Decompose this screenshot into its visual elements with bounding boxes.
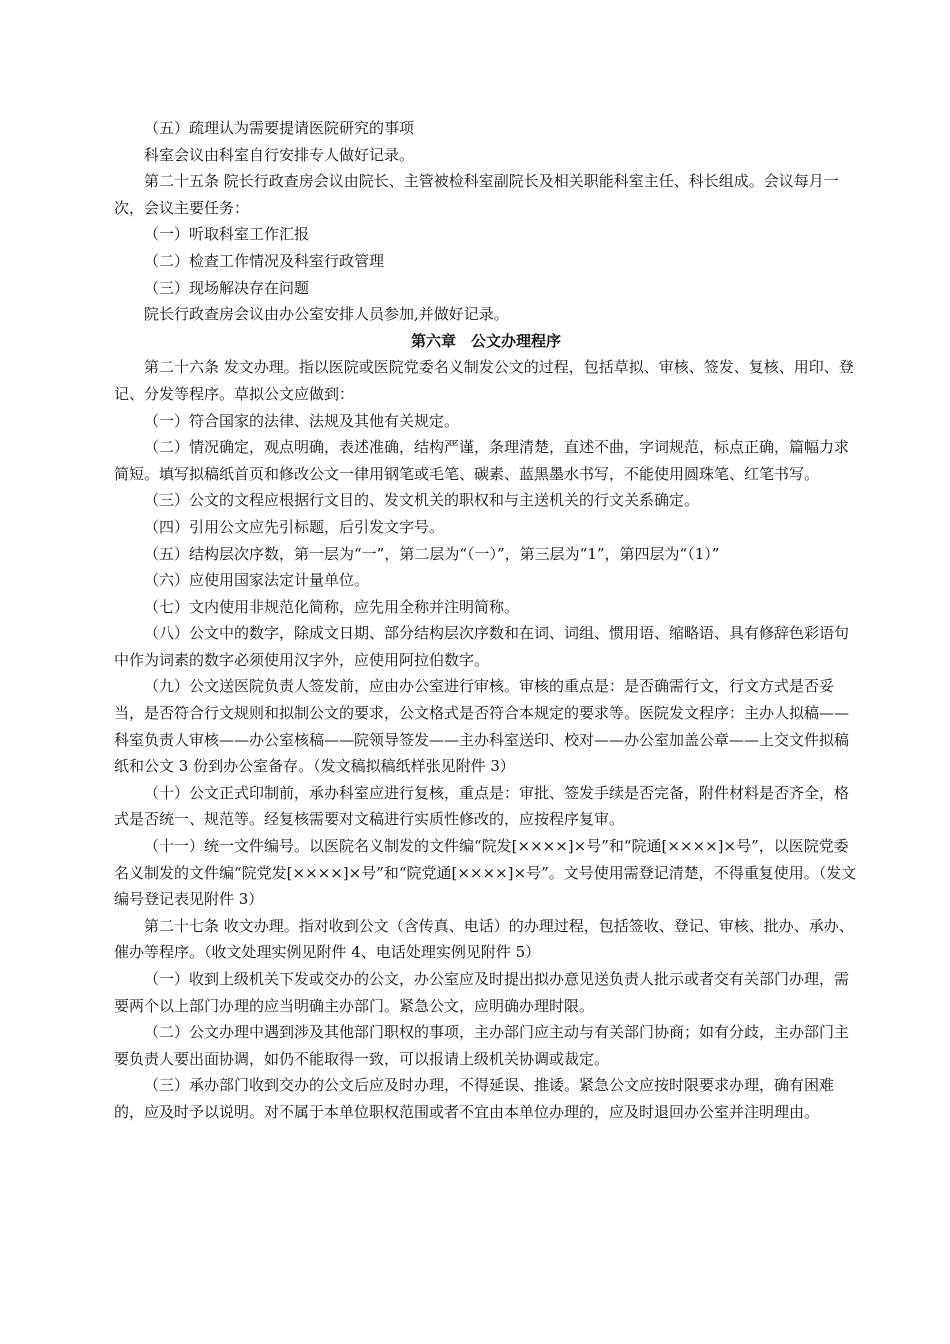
- article-27-paragraph: 第二十七条 收文办理。指对收到公文（含传真、电话）的办理过程，包括签收、登记、审核、批办、承办、催办等程序。（收文处理实例见附件 4、电话处理实例见附件 5）: [114, 916, 854, 962]
- paragraph: （十）公文正式印制前，承办科室应进行复核，重点是：审批、签发手续是否完备，附件材料是否齐全，格式是否统一、规范等。经复核需要对文稿进行实质性修改的，应按程序复审。: [114, 783, 850, 829]
- paragraph: （二）检查工作情况及科室行政管理: [144, 251, 385, 270]
- article-26-paragraph: 第二十六条 发文办理。指以医院或医院党委名义制发公文的过程，包括草拟、审核、签发、复核、用印、登记、分发等程序。草拟公文应做到：: [114, 358, 854, 403]
- paragraph: （三）现场解决存在问题: [144, 278, 310, 297]
- paragraph: （四）引用公文应先引标题，后引发文字号。: [144, 517, 445, 536]
- paragraph: （一）听取科室工作汇报: [144, 225, 310, 244]
- chapter-heading: 第六章 公文办理程序: [410, 331, 561, 350]
- paragraph: 院长行政查房会议由办公室安排人员参加,并做好记录。: [144, 305, 509, 324]
- paragraph: （三）承办部门收到交办的公文后应及时办理，不得延误、推诿。紧急公文应按时限要求办理，确有困难的，应及时予以说明。对不属于本单位职权范围或者不宜由本单位办理的，应及时退回办公室并注明理由。: [114, 1076, 835, 1121]
- paragraph: （六）应使用国家法定计量单位。: [144, 571, 370, 590]
- paragraph: （二）情况确定，观点明确，表述准确，结构严谨，条理清楚，直述不曲，字词规范，标点正确，篇幅力求简短。填写拟稿纸首页和修改公文一律用钢笔或毛笔、碳素、蓝黑墨水书写，不能使用圆珠笔、红笔书写。: [114, 438, 850, 483]
- paragraph: （五）疏理认为需要提请医院研究的事项: [144, 119, 415, 137]
- paragraph: （八）公文中的数字，除成文日期、部分结构层次序数和在词、词组、惯用语、缩略语、具有修辞色彩语句中作为词素的数字必须使用汉字外，应使用阿拉伯数字。: [114, 624, 850, 669]
- paragraph: （五）结构层次序数，第一层为“一”，第二层为“（一）”，第三层为“1”，第四层为“（1）”: [144, 544, 720, 563]
- article-25-paragraph: 第二十五条 院长行政查房会议由院长、主管被检科室副院长及相关职能科室主任、科长组成。会议每月一次，会议主要任务：: [114, 172, 839, 217]
- paragraph: 科室会议由科室自行安排专人做好记录。: [144, 145, 415, 164]
- paragraph: （十一）统一文件编号。以医院名义制发的文件编“院发[××××]×号”和“院通[××××]×号”，以医院党委名义制发的文件编“院党发[××××]×号”和“院党通[××××]×号”。文号使用需登记清楚，不得重复使用。（发文编号登记表见附件 3）: [114, 837, 857, 909]
- paragraph: （九）公文送医院负责人签发前，应由办公室进行审核。审核的重点是：是否确需行文，行文方式是否妥当，是否符合行文规则和拟制公文的要求，公文格式是否符合本规定的要求等。医院发文程序：主办人拟稿——科室负责人审核——办公室核稿——院领导签发——主办科室送印、校对——办公室加盖公章——上交文件拟稿纸和公文 3 份到办公室备存。（发文稿拟稿纸样张见附件 3）: [114, 677, 850, 776]
- paragraph: （七）文内使用非规范化简称，应先用全称并注明简称。: [144, 597, 520, 616]
- paragraph: （一）收到上级机关下发或交办的公文，办公室应及时提出拟办意见送负责人批示或者交有关部门办理，需要两个以上部门办理的应当明确主办部门。紧急公文，应明确办理时限。: [114, 970, 850, 1015]
- paragraph: （三）公文的文程应根据行文目的、发文机关的职权和与主送机关的行文关系确定。: [144, 491, 700, 510]
- paragraph: （一）符合国家的法律、法规及其他有关规定。: [144, 411, 460, 430]
- paragraph: （二）公文办理中遇到涉及其他部门职权的事项，主办部门应主动与有关部门协商；如有分歧，主办部门主要负责人要出面协调，如仍不能取得一致，可以报请上级机关协调或裁定。: [114, 1023, 850, 1068]
